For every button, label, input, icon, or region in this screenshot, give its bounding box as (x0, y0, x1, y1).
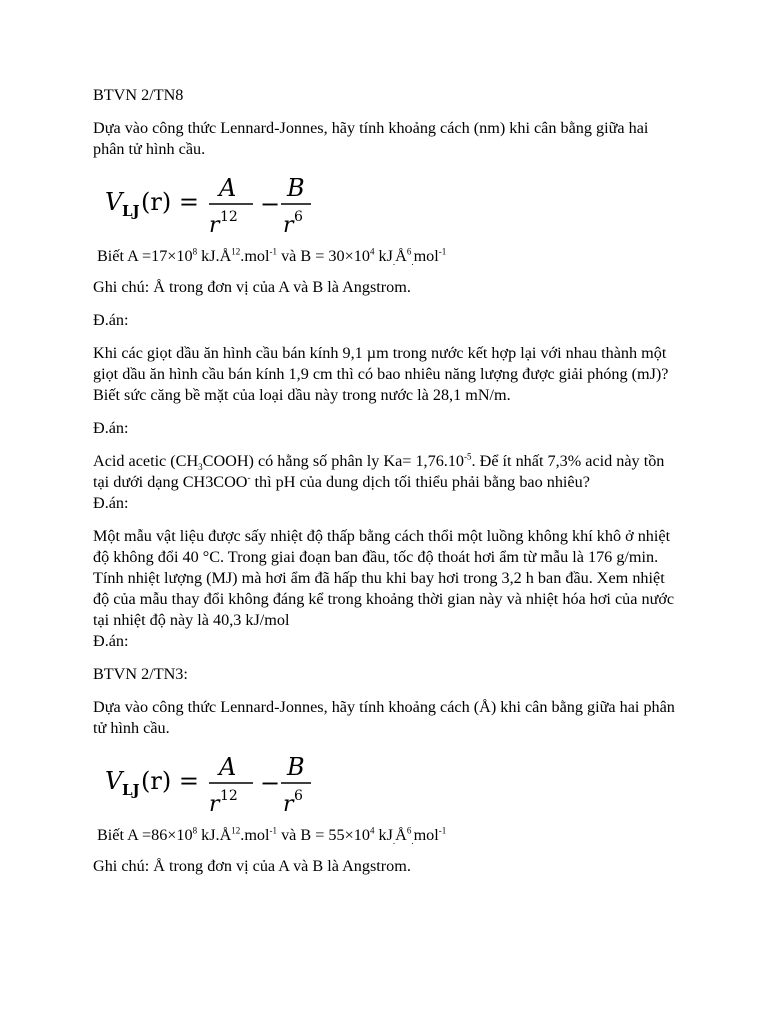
formula-lhs-sub: LJ (122, 781, 140, 799)
formula-minus: − (260, 769, 281, 797)
lennard-jones-formula (105, 751, 683, 819)
formula-num-a: A (219, 753, 237, 781)
formula-arg: (r) = (141, 767, 199, 795)
formula-exp-b: 6 (294, 788, 303, 804)
question-text: Dựa vào công thức Lennard-Jonnes, hãy tính khoảng cách (Å) khi cân bằng giữa hai phân tử hình cầu. (93, 698, 675, 737)
formula-lhs: V (105, 188, 123, 216)
given-values: Biết $A =17\times 10^8$ $kJ.Å^{12}.mol^{-1}$ và $B = 30\times 10^4$ $kJ_.Å^6_.mol^{-1}$ (97, 246, 447, 268)
question-text: Khi các giọt dầu ăn hình cầu bán kính 9,1 µm trong nước kết hợp lại với nhau thành một giọt dầu ăn hình cầu bán kính 1,9 cm thì có bao nhiêu năng lượng được giải phóng (mJ)? Biết sức căng bề mặt của loại dầu này trong nước là 28,1 mN/m. (93, 344, 669, 404)
formula-num-b: B (287, 753, 305, 781)
formula-minus: − (260, 190, 281, 218)
formula-exp-a: 12 (220, 209, 238, 225)
section-title: BTVN 2/TN3: (93, 665, 188, 683)
formula-den-b: r (283, 213, 294, 238)
answer-label: Đ.án: (93, 494, 129, 512)
formula-den-a: r (209, 792, 220, 817)
note-text: Ghi chú: Å trong đơn vị của A và B là Angstrom. (93, 857, 411, 875)
answer-label: Đ.án: (93, 632, 129, 650)
formula-lhs-sub: LJ (122, 202, 140, 220)
formula-arg: (r) = (141, 188, 199, 216)
formula-den-a: r (209, 213, 220, 238)
question-text: Acid acetic $(CH_3COOH)$ có hằng số phân ly $Ka= 1,76.10^{-5}$. Để ít nhất 7,3% acid này tồn tại dưới dạng CH3COO- thì pH của dung dịch tối thiểu phải bằng bao nhiêu? (93, 451, 665, 491)
question-text: Dựa vào công thức Lennard-Jonnes, hãy tính khoảng cách (nm) khi cân bằng giữa hai phân tử hình cầu. (93, 119, 649, 158)
formula-num-b: B (287, 174, 305, 202)
lennard-jones-formula (105, 172, 683, 240)
formula-lhs: V (105, 767, 123, 795)
formula-exp-a: 12 (220, 788, 238, 804)
answer-label: Đ.án: (93, 419, 129, 437)
section-title: BTVN 2/TN8 (93, 86, 184, 104)
formula-den-b: r (283, 792, 294, 817)
document-page (93, 85, 683, 889)
given-values: Biết $A =86\times 10^8$ $kJ.Å^{12}.mol^{-1}$ và $B = 55\times 10^4$ $kJ_.Å^6_.mol^{-1}$ (97, 825, 447, 847)
note-text: Ghi chú: Å trong đơn vị của A và B là Angstrom. (93, 278, 411, 296)
question-text: Một mẫu vật liệu được sấy nhiệt độ thấp bằng cách thổi một luồng không khí khô ở nhiệt độ không đổi 40 °C. Trong giai đoạn ban đầu, tốc độ thoát hơi ẩm từ mẫu là 176 g/min. Tính nhiệt lượng (MJ) mà hơi ẩm đã hấp thu khi bay hơi trong 3,2 h ban đầu. Xem nhiệt độ của mẫu thay đổi không đáng kể trong khoảng thời gian này và nhiệt hóa hơi của nước tại nhiệt độ này là 40,3 kJ/mol (93, 527, 675, 629)
answer-label: Đ.án: (93, 311, 129, 329)
formula-exp-b: 6 (294, 209, 303, 225)
formula-num-a: A (219, 174, 237, 202)
